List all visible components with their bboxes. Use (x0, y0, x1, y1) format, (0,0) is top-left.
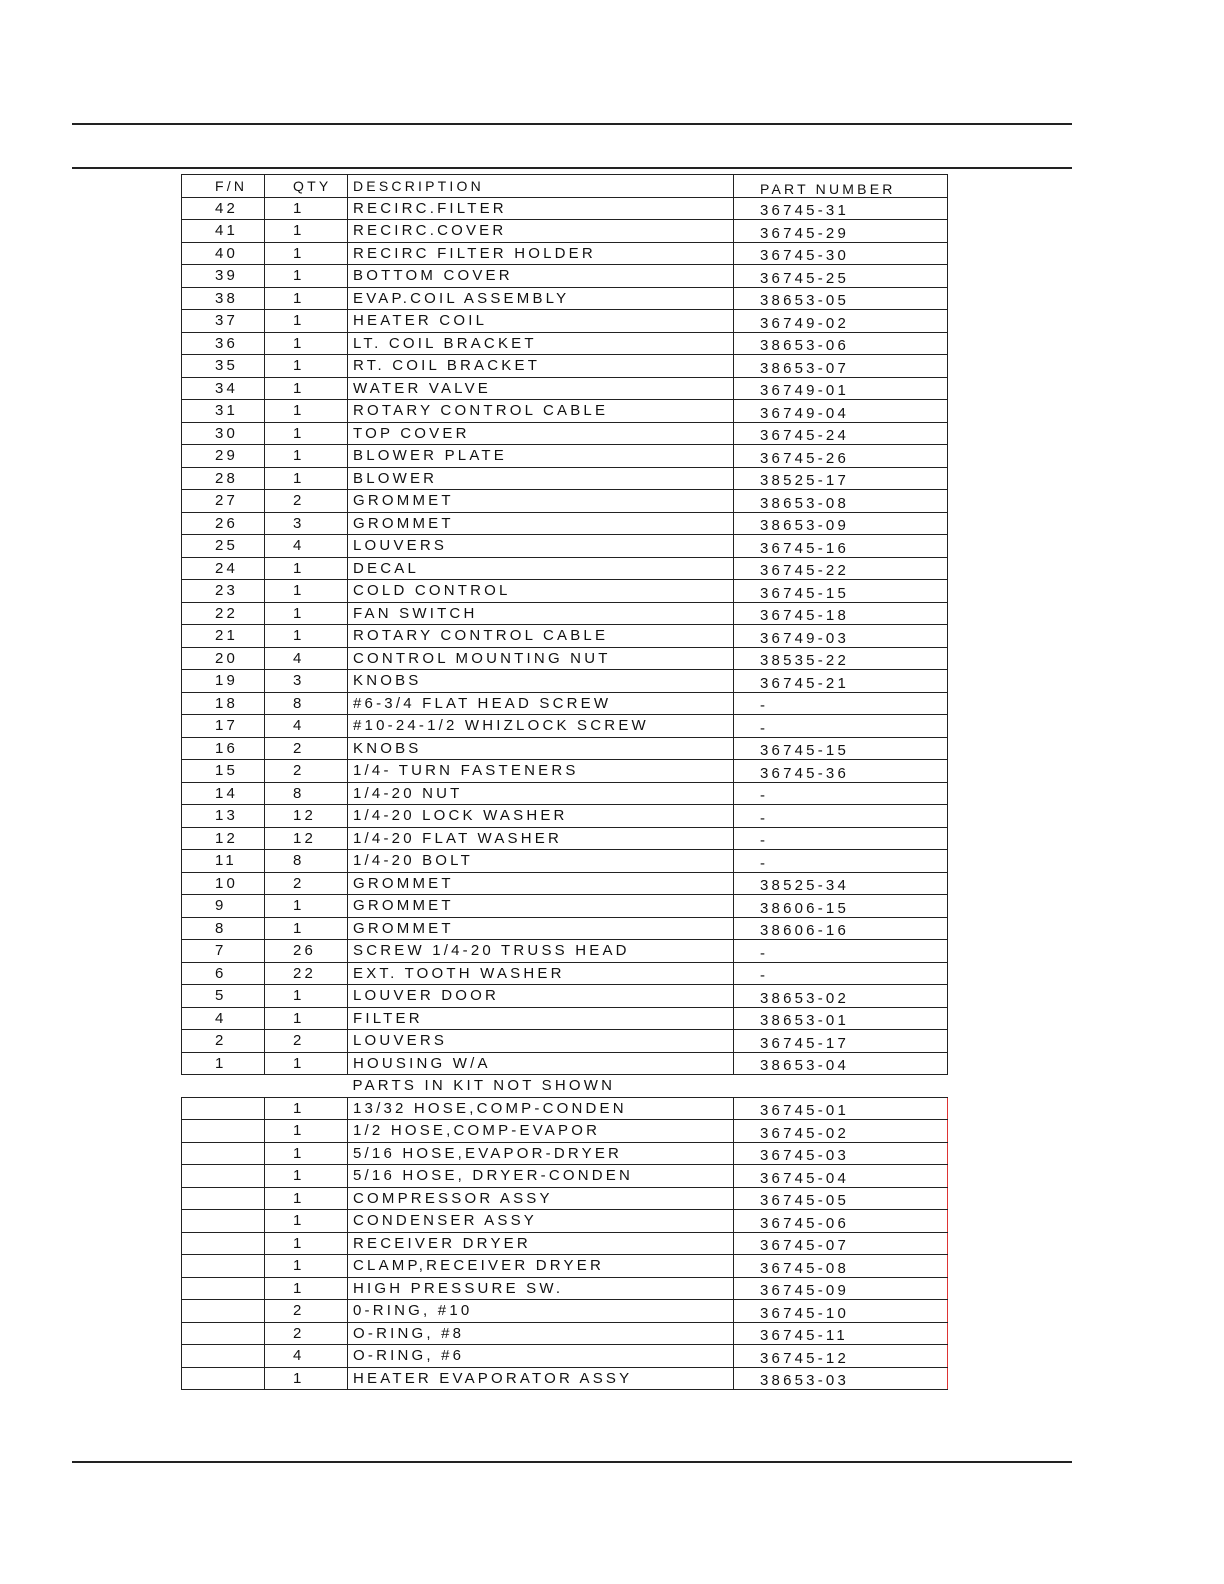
cell-part-number: 38535-22 (734, 647, 948, 670)
table-row (182, 332, 948, 355)
cell-fn: 4 (182, 1007, 265, 1030)
cell-qty: 1 (265, 310, 348, 333)
cell-qty: 1 (265, 242, 348, 265)
table-row (182, 400, 948, 423)
cell-description: GROMMET (348, 917, 734, 940)
cell-part-number: 36745-30 (734, 242, 948, 265)
table-row (182, 1255, 948, 1278)
cell-description: WATER VALVE (348, 377, 734, 400)
table-row (182, 490, 948, 513)
cell-description: 1/4-20 LOCK WASHER (348, 805, 734, 828)
table-row (182, 242, 948, 265)
table-row (182, 580, 948, 603)
table-row (182, 737, 948, 760)
cell-description: RECEIVER DRYER (348, 1232, 734, 1255)
cell-part-number: 36745-16 (734, 535, 948, 558)
cell-qty: 1 (265, 220, 348, 243)
cell-description: RECIRC FILTER HOLDER (348, 242, 734, 265)
parts-list-table (181, 174, 948, 1390)
table-row (182, 715, 948, 738)
cell-qty: 3 (265, 670, 348, 693)
header-fn: F/N (182, 175, 265, 198)
cell-qty: 2 (265, 1322, 348, 1345)
cell-description: O-RING, #8 (348, 1322, 734, 1345)
cell-qty: 2 (265, 1300, 348, 1323)
cell-fn: 27 (182, 490, 265, 513)
cell-description: #6-3/4 FLAT HEAD SCREW (348, 692, 734, 715)
cell-description: ROTARY CONTROL CABLE (348, 400, 734, 423)
table-row (182, 1322, 948, 1345)
cell-fn: 39 (182, 265, 265, 288)
cell-fn (182, 1097, 265, 1120)
cell-description: 13/32 HOSE,COMP-CONDEN (348, 1097, 734, 1120)
cell-qty: 12 (265, 827, 348, 850)
cell-part-number: 36745-03 (734, 1142, 948, 1165)
cell-description: 1/2 HOSE,COMP-EVAPOR (348, 1120, 734, 1143)
cell-fn (182, 1300, 265, 1323)
cell-description: RECIRC.FILTER (348, 197, 734, 220)
cell-fn (182, 1345, 265, 1368)
table-row (182, 1120, 948, 1143)
cell-description: BOTTOM COVER (348, 265, 734, 288)
table-row (182, 557, 948, 580)
cell-fn (182, 1142, 265, 1165)
header-part-number: PART NUMBER (734, 175, 948, 198)
cell-description: DECAL (348, 557, 734, 580)
cell-qty: 3 (265, 512, 348, 535)
cell-fn (182, 1367, 265, 1390)
cell-part-number: 36745-18 (734, 602, 948, 625)
cell-fn: 8 (182, 917, 265, 940)
cell-part-number: 38525-17 (734, 467, 948, 490)
cell-part-number: 36745-21 (734, 670, 948, 693)
kit-note: PARTS IN KIT NOT SHOWN (348, 1075, 734, 1098)
table-row (182, 827, 948, 850)
cell-qty: 2 (265, 737, 348, 760)
cell-qty: 1 (265, 625, 348, 648)
table-row (182, 602, 948, 625)
cell-part-number: 38653-08 (734, 490, 948, 513)
cell-fn (182, 1210, 265, 1233)
table-row (182, 220, 948, 243)
cell-description: CONDENSER ASSY (348, 1210, 734, 1233)
cell-qty: 1 (265, 917, 348, 940)
empty-cell (734, 1075, 948, 1098)
cell-part-number: - (734, 805, 948, 828)
table-row (182, 355, 948, 378)
cell-fn: 22 (182, 602, 265, 625)
cell-qty: 1 (265, 1210, 348, 1233)
cell-fn: 13 (182, 805, 265, 828)
cell-part-number: 36745-09 (734, 1277, 948, 1300)
cell-part-number: 38653-02 (734, 985, 948, 1008)
empty-cell (265, 1075, 348, 1098)
cell-part-number: 36745-07 (734, 1232, 948, 1255)
cell-qty: 1 (265, 332, 348, 355)
cell-part-number: 38653-03 (734, 1367, 948, 1390)
cell-description: LOUVERS (348, 1030, 734, 1053)
cell-fn: 1 (182, 1052, 265, 1075)
table-row (182, 1052, 948, 1075)
cell-description: HIGH PRESSURE SW. (348, 1277, 734, 1300)
cell-part-number: 38525-34 (734, 872, 948, 895)
table-row (182, 1030, 948, 1053)
cell-qty: 2 (265, 760, 348, 783)
cell-qty: 1 (265, 422, 348, 445)
cell-part-number: - (734, 850, 948, 873)
cell-description: BLOWER PLATE (348, 445, 734, 468)
footer-rule (72, 1461, 1072, 1463)
cell-fn: 26 (182, 512, 265, 535)
cell-description: EXT. TOOTH WASHER (348, 962, 734, 985)
cell-fn: 42 (182, 197, 265, 220)
cell-description: LOUVER DOOR (348, 985, 734, 1008)
cell-description: 5/16 HOSE, DRYER-CONDEN (348, 1165, 734, 1188)
cell-description: TOP COVER (348, 422, 734, 445)
table-row (182, 1232, 948, 1255)
table-row (182, 1277, 948, 1300)
cell-description: #10-24-1/2 WHIZLOCK SCREW (348, 715, 734, 738)
cell-fn: 38 (182, 287, 265, 310)
cell-description: 0-RING, #10 (348, 1300, 734, 1323)
table-row (182, 467, 948, 490)
cell-qty: 2 (265, 490, 348, 513)
cell-description: 1/4-20 FLAT WASHER (348, 827, 734, 850)
cell-fn (182, 1165, 265, 1188)
cell-part-number: 36745-02 (734, 1120, 948, 1143)
cell-part-number: 36745-25 (734, 265, 948, 288)
table-row (182, 1007, 948, 1030)
cell-fn: 35 (182, 355, 265, 378)
cell-fn: 11 (182, 850, 265, 873)
cell-qty: 2 (265, 872, 348, 895)
table-row (182, 1142, 948, 1165)
cell-qty: 1 (265, 1367, 348, 1390)
cell-qty: 1 (265, 1187, 348, 1210)
cell-fn (182, 1187, 265, 1210)
cell-qty: 1 (265, 895, 348, 918)
cell-fn: 6 (182, 962, 265, 985)
cell-qty: 26 (265, 940, 348, 963)
cell-fn: 28 (182, 467, 265, 490)
cell-qty: 1 (265, 355, 348, 378)
cell-qty: 1 (265, 445, 348, 468)
cell-description: 1/4- TURN FASTENERS (348, 760, 734, 783)
cell-part-number: 36745-08 (734, 1255, 948, 1278)
cell-qty: 1 (265, 1255, 348, 1278)
cell-fn (182, 1232, 265, 1255)
cell-fn: 14 (182, 782, 265, 805)
cell-qty: 1 (265, 265, 348, 288)
table-row (182, 1165, 948, 1188)
cell-fn: 31 (182, 400, 265, 423)
cell-part-number: 36745-05 (734, 1187, 948, 1210)
table-row (182, 422, 948, 445)
table-row (182, 1187, 948, 1210)
cell-description: KNOBS (348, 737, 734, 760)
table-row (182, 692, 948, 715)
cell-qty: 1 (265, 1097, 348, 1120)
cell-description: RECIRC.COVER (348, 220, 734, 243)
cell-part-number: 38606-16 (734, 917, 948, 940)
cell-description: RT. COIL BRACKET (348, 355, 734, 378)
cell-part-number: 36745-24 (734, 422, 948, 445)
cell-fn (182, 1322, 265, 1345)
cell-fn: 37 (182, 310, 265, 333)
cell-description: BLOWER (348, 467, 734, 490)
table-row (182, 1300, 948, 1323)
cell-qty: 1 (265, 1120, 348, 1143)
cell-fn: 19 (182, 670, 265, 693)
cell-part-number: - (734, 782, 948, 805)
table-row (182, 310, 948, 333)
cell-fn (182, 1277, 265, 1300)
table-row (182, 985, 948, 1008)
cell-fn: 23 (182, 580, 265, 603)
cell-fn: 25 (182, 535, 265, 558)
cell-fn: 16 (182, 737, 265, 760)
cell-qty: 1 (265, 580, 348, 603)
cell-description: FILTER (348, 1007, 734, 1030)
cell-fn: 24 (182, 557, 265, 580)
cell-qty: 4 (265, 535, 348, 558)
cell-description: ROTARY CONTROL CABLE (348, 625, 734, 648)
table-row (182, 850, 948, 873)
table-row (182, 535, 948, 558)
cell-fn: 9 (182, 895, 265, 918)
parts-body (182, 197, 948, 1390)
cell-qty: 4 (265, 647, 348, 670)
table-row (182, 1367, 948, 1390)
table-row (182, 445, 948, 468)
cell-qty: 1 (265, 1232, 348, 1255)
cell-description: O-RING, #6 (348, 1345, 734, 1368)
cell-qty: 1 (265, 1142, 348, 1165)
table-header-row (182, 175, 948, 198)
header-description: DESCRIPTION (348, 175, 734, 198)
cell-part-number: 36745-01 (734, 1097, 948, 1120)
cell-description: 1/4-20 NUT (348, 782, 734, 805)
cell-description: HOUSING W/A (348, 1052, 734, 1075)
cell-part-number: 38606-15 (734, 895, 948, 918)
cell-qty: 1 (265, 467, 348, 490)
cell-description: EVAP.COIL ASSEMBLY (348, 287, 734, 310)
table-row (182, 512, 948, 535)
cell-description: GROMMET (348, 895, 734, 918)
cell-part-number: 38653-01 (734, 1007, 948, 1030)
cell-description: GROMMET (348, 512, 734, 535)
cell-qty: 1 (265, 985, 348, 1008)
cell-part-number: - (734, 692, 948, 715)
cell-part-number: 36745-11 (734, 1322, 948, 1345)
cell-qty: 2 (265, 1030, 348, 1053)
cell-description: 5/16 HOSE,EVAPOR-DRYER (348, 1142, 734, 1165)
cell-fn: 29 (182, 445, 265, 468)
cell-fn: 21 (182, 625, 265, 648)
cell-part-number: 36745-29 (734, 220, 948, 243)
cell-qty: 1 (265, 1052, 348, 1075)
cell-qty: 8 (265, 692, 348, 715)
cell-description: FAN SWITCH (348, 602, 734, 625)
cell-qty: 1 (265, 1007, 348, 1030)
cell-fn (182, 1120, 265, 1143)
header-qty: QTY (265, 175, 348, 198)
cell-part-number: 38653-09 (734, 512, 948, 535)
table-row (182, 872, 948, 895)
table-row (182, 197, 948, 220)
cell-qty: 1 (265, 557, 348, 580)
kit-note-row (182, 1075, 948, 1098)
cell-part-number: - (734, 962, 948, 985)
cell-fn (182, 1255, 265, 1278)
table-row (182, 1210, 948, 1233)
cell-part-number: 36745-36 (734, 760, 948, 783)
cell-fn: 40 (182, 242, 265, 265)
table-row (182, 962, 948, 985)
cell-description: CLAMP,RECEIVER DRYER (348, 1255, 734, 1278)
empty-cell (182, 1075, 265, 1098)
cell-fn: 18 (182, 692, 265, 715)
cell-part-number: 36745-10 (734, 1300, 948, 1323)
table-row (182, 1097, 948, 1120)
table-row (182, 895, 948, 918)
cell-description: SCREW 1/4-20 TRUSS HEAD (348, 940, 734, 963)
table-row (182, 940, 948, 963)
table-row (182, 917, 948, 940)
cell-fn: 36 (182, 332, 265, 355)
cell-description: HEATER EVAPORATOR ASSY (348, 1367, 734, 1390)
cell-part-number: 36745-12 (734, 1345, 948, 1368)
cell-description: COLD CONTROL (348, 580, 734, 603)
cell-part-number: 36745-06 (734, 1210, 948, 1233)
cell-fn: 2 (182, 1030, 265, 1053)
table-row (182, 625, 948, 648)
cell-qty: 1 (265, 602, 348, 625)
cell-part-number: 36745-26 (734, 445, 948, 468)
cell-qty: 8 (265, 782, 348, 805)
cell-qty: 22 (265, 962, 348, 985)
cell-part-number: - (734, 940, 948, 963)
cell-fn: 15 (182, 760, 265, 783)
cell-qty: 8 (265, 850, 348, 873)
cell-description: CONTROL MOUNTING NUT (348, 647, 734, 670)
cell-fn: 12 (182, 827, 265, 850)
cell-part-number: 36749-02 (734, 310, 948, 333)
table-row (182, 760, 948, 783)
cell-part-number: 38653-04 (734, 1052, 948, 1075)
cell-part-number: 36749-04 (734, 400, 948, 423)
cell-fn: 20 (182, 647, 265, 670)
cell-qty: 1 (265, 400, 348, 423)
header-rule-bottom (72, 167, 1072, 169)
table-row (182, 287, 948, 310)
cell-part-number: 36745-15 (734, 580, 948, 603)
cell-part-number: 36745-17 (734, 1030, 948, 1053)
table-row (182, 670, 948, 693)
cell-qty: 1 (265, 1277, 348, 1300)
cell-part-number: 36749-03 (734, 625, 948, 648)
cell-fn: 10 (182, 872, 265, 895)
cell-fn: 7 (182, 940, 265, 963)
cell-part-number: 38653-06 (734, 332, 948, 355)
cell-qty: 4 (265, 1345, 348, 1368)
cell-part-number: - (734, 827, 948, 850)
cell-description: COMPRESSOR ASSY (348, 1187, 734, 1210)
cell-description: GROMMET (348, 490, 734, 513)
cell-qty: 1 (265, 197, 348, 220)
cell-fn: 17 (182, 715, 265, 738)
cell-qty: 4 (265, 715, 348, 738)
cell-part-number: - (734, 715, 948, 738)
cell-qty: 1 (265, 1165, 348, 1188)
table-row (182, 647, 948, 670)
cell-qty: 1 (265, 287, 348, 310)
cell-description: LOUVERS (348, 535, 734, 558)
cell-part-number: 36745-31 (734, 197, 948, 220)
cell-fn: 41 (182, 220, 265, 243)
cell-description: LT. COIL BRACKET (348, 332, 734, 355)
cell-description: GROMMET (348, 872, 734, 895)
cell-part-number: 36745-04 (734, 1165, 948, 1188)
cell-qty: 12 (265, 805, 348, 828)
cell-qty: 1 (265, 377, 348, 400)
cell-part-number: 36749-01 (734, 377, 948, 400)
cell-fn: 5 (182, 985, 265, 1008)
table-row (182, 1345, 948, 1368)
table-row (182, 782, 948, 805)
table-row (182, 377, 948, 400)
cell-part-number: 38653-07 (734, 355, 948, 378)
header-rule-top (72, 123, 1072, 125)
cell-fn: 30 (182, 422, 265, 445)
cell-part-number: 38653-05 (734, 287, 948, 310)
table-row (182, 265, 948, 288)
cell-description: HEATER COIL (348, 310, 734, 333)
cell-fn: 34 (182, 377, 265, 400)
cell-description: KNOBS (348, 670, 734, 693)
table-row (182, 805, 948, 828)
cell-part-number: 36745-15 (734, 737, 948, 760)
cell-part-number: 36745-22 (734, 557, 948, 580)
cell-description: 1/4-20 BOLT (348, 850, 734, 873)
